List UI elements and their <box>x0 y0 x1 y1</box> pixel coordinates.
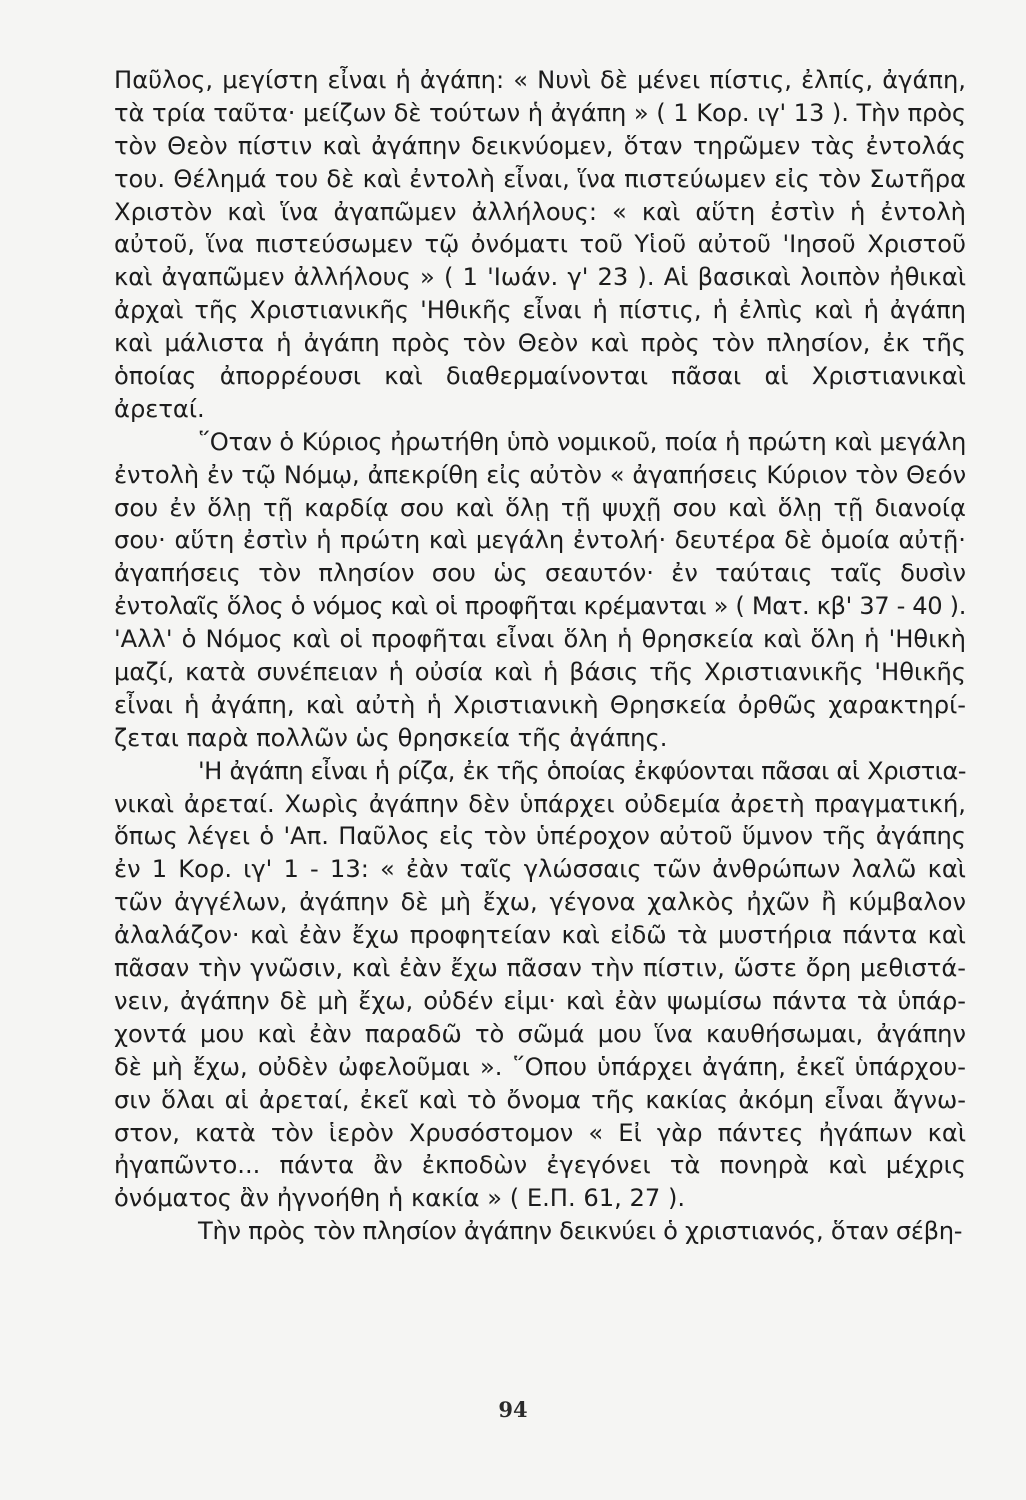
text-line: χοντά μου καὶ ἐὰν παραδῶ τὸ σῶμά μου ἵνα καυθήσωμαι, ἀγάπην <box>114 1019 966 1048</box>
text-line: Παῦλος, μεγίστη εἶναι ἡ ἀγάπη: « Νυνὶ δὲ μένει πίστις, ἐλπίς, ἀγάπη, <box>114 66 966 94</box>
paragraph-start-line: ῞Οταν ὁ Κύριος ἠρωτήθη ὑπὸ νομικοῦ, ποία ἡ πρώτη καὶ μεγάλη <box>198 427 966 456</box>
text-line: δὲ μὴ ἔχω, οὐδὲν ὠφελοῦμαι ». ῞Οπου ὑπάρχει ἀγάπη, ἐκεῖ ὑπάρχου- <box>114 1052 966 1081</box>
text-line: ἐντολὴ ἐν τῷ Νόμῳ, ἀπεκρίθη εἰς αὐτὸν « ἀγαπήσεις Κύριον τὸν Θεόν <box>114 460 966 489</box>
text-line: τὰ τρία ταῦτα· μείζων δὲ τούτων ἡ ἀγάπη » ( 1 Κορ. ιγ' 13 ). Τὴν πρὸς <box>114 98 966 127</box>
text-line: εἶναι ἡ ἀγάπη, καὶ αὐτὴ ἡ Χριστιανικὴ Θρησκεία ὀρθῶς χαρακτηρί- <box>114 690 966 719</box>
text-line: Χριστὸν καὶ ἵνα ἀγαπῶμεν ἀλλήλους: « καὶ αὕτη ἐστὶν ἡ ἐντολὴ <box>114 197 966 226</box>
text-line: σου ἐν ὅλῃ τῇ καρδίᾳ σου καὶ ὅλῃ τῇ ψυχῇ σου καὶ ὅλῃ τῇ διανοίᾳ <box>114 493 966 522</box>
text-line: νειν, ἀγάπην δὲ μὴ ἔχω, οὐδέν εἰμι· καὶ ἐὰν ψωμίσω πάντα τὰ ὑπάρ- <box>114 986 966 1015</box>
text-line: καὶ ἀγαπῶμεν ἀλλήλους » ( 1 'Ιωάν. γ' 23 ). Αἱ βασικαὶ λοιπὸν ἠθικαὶ <box>114 263 966 292</box>
text-line: ἠγαπῶντο... πάντα ἂν ἐκποδὼν ἐγεγόνει τὰ πονηρὰ καὶ μέχρις <box>114 1151 966 1180</box>
text-line: ἀγαπήσεις τὸν πλησίον σου ὡς σεαυτόν· ἐν ταύταις ταῖς δυσὶν <box>114 559 966 588</box>
text-line: ἐν 1 Κορ. ιγ' 1 - 13: « ἐὰν ταῖς γλώσσαις τῶν ἀνθρώπων λαλῶ καὶ <box>114 855 966 884</box>
text-line: σου· αὕτη ἐστὶν ἡ πρώτη καὶ μεγάλη ἐντολή· δευτέρα δὲ ὁμοία αὐτῇ· <box>114 526 966 555</box>
text-line: σιν ὅλαι αἱ ἀρεταί, ἐκεῖ καὶ τὸ ὄνομα τῆς κακίας ἀκόμη εἶναι ἄγνω- <box>114 1085 966 1114</box>
text-line: πᾶσαν τὴν γνῶσιν, καὶ ἐὰν ἔχω πᾶσαν τὴν πίστιν, ὥστε ὄρη μεθιστά- <box>114 954 966 983</box>
text-line: ὁποίας ἀπορρέουσι καὶ διαθερμαίνονται πᾶσαι αἱ Χριστιανικαὶ <box>114 362 966 391</box>
text-line: 'Αλλ' ὁ Νόμος καὶ οἱ προφῆται εἶναι ὅλη ἡ θρησκεία καὶ ὅλη ἡ 'Ηθικὴ <box>114 625 966 654</box>
text-line: ἀρχαὶ τῆς Χριστιανικῆς 'Ηθικῆς εἶναι ἡ πίστις, ἡ ἐλπὶς καὶ ἡ ἀγάπη <box>114 296 966 325</box>
text-line: αὐτοῦ, ἵνα πιστεύσωμεν τῷ ὀνόματι τοῦ Υἱοῦ αὐτοῦ 'Ιησοῦ Χριστοῦ <box>114 230 966 259</box>
text-line: ἐντολαῖς ὅλος ὁ νόμος καὶ οἱ προφῆται κρέμανται » ( Ματ. κβ' 37 - 40 ). <box>114 592 966 621</box>
page-body-text <box>114 64 966 1248</box>
text-line: τῶν ἀγγέλων, ἀγάπην δὲ μὴ ἔχω, γέγονα χαλκὸς ἠχῶν ἢ κύμβαλον <box>114 888 966 917</box>
text-line: ζεται παρὰ πολλῶν ὡς θρησκεία τῆς ἀγάπης. <box>114 723 668 752</box>
page-number: 94 <box>498 1397 528 1422</box>
paragraph-start-line: Τὴν πρὸς τὸν πλησίον ἀγάπην δεικνύει ὁ χριστιανός, ὅταν σέβη- <box>198 1217 963 1246</box>
text-line: ἀλαλάζον· καὶ ἐὰν ἔχω προφητείαν καὶ εἰδῶ τὰ μυστήρια πάντα καὶ <box>114 921 966 950</box>
text-line: ἀρεταί. <box>114 394 205 423</box>
text-line: του. Θέλημά του δὲ καὶ ἐντολὴ εἶναι, ἵνα πιστεύωμεν εἰς τὸν Σωτῆρα <box>114 164 966 193</box>
text-line: τὸν Θεὸν πίστιν καὶ ἀγάπην δεικνύομεν, ὅταν τηρῶμεν τὰς ἐντολάς <box>114 131 966 160</box>
text-line: στον, κατὰ τὸν ἱερὸν Χρυσόστομον « Εἰ γὰρ πάντες ἠγάπων καὶ <box>114 1118 966 1147</box>
text-line: νικαὶ ἀρεταί. Χωρὶς ἀγάπην δὲν ὑπάρχει οὐδεμία ἀρετὴ πραγματική, <box>114 789 966 818</box>
text-line: ὅπως λέγει ὁ 'Απ. Παῦλος εἰς τὸν ὑπέροχον αὐτοῦ ὕμνον τῆς ἀγάπης <box>114 822 966 851</box>
paragraph-start-line: 'Η ἀγάπη εἶναι ἡ ρίζα, ἐκ τῆς ὁποίας ἐκφύονται πᾶσαι αἱ Χριστια- <box>198 756 966 785</box>
text-line: καὶ μάλιστα ἡ ἀγάπη πρὸς τὸν Θεὸν καὶ πρὸς τὸν πλησίον, ἐκ τῆς <box>114 329 966 358</box>
text-line: ὀνόματος ἂν ἠγνοήθη ἡ κακία » ( Ε.Π. 61, 27 ). <box>114 1184 686 1213</box>
text-line: μαζί, κατὰ συνέπειαν ἡ οὐσία καὶ ἡ βάσις τῆς Χριστιανικῆς 'Ηθικῆς <box>114 658 966 687</box>
